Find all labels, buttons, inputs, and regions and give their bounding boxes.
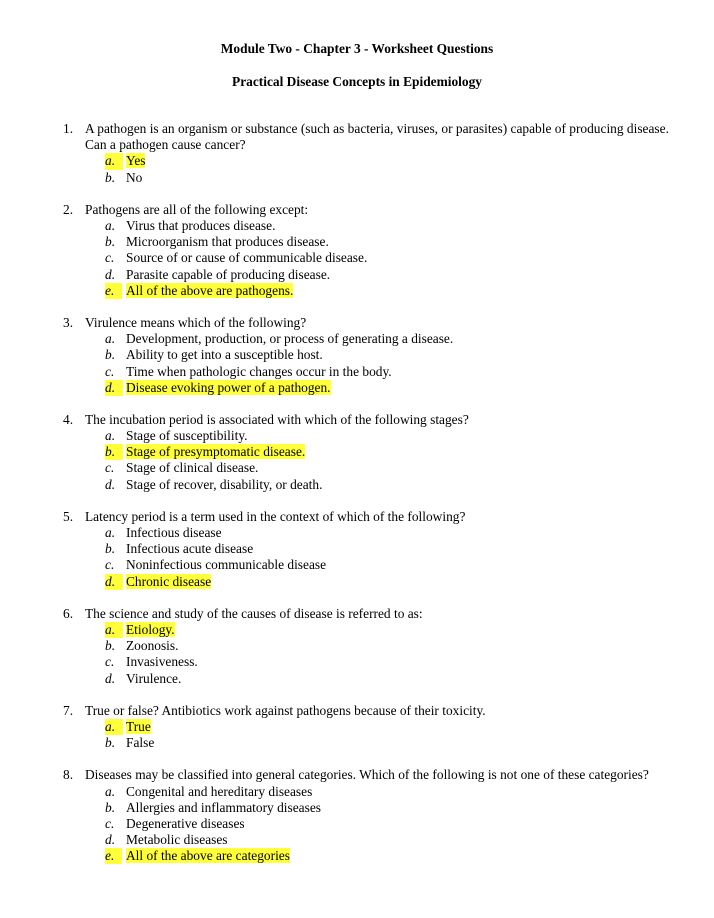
- option-letter: b.: [105, 169, 116, 185]
- question-text: Diseases may be classified into general categories. Which of the following is not one of these categories?: [85, 767, 649, 783]
- answer-option: [0, 784, 714, 800]
- option-letter: d.: [105, 670, 116, 686]
- question-stem: [0, 412, 685, 428]
- option-letter: b.: [105, 799, 116, 815]
- option-letter: c.: [105, 460, 115, 476]
- question-stem: [0, 509, 685, 525]
- option-text: Etiology.: [126, 621, 175, 637]
- answer-option: [0, 541, 714, 557]
- answer-option: [0, 267, 714, 283]
- question-number: 5.: [63, 508, 74, 524]
- option-text: Stage of susceptibility.: [126, 428, 248, 444]
- option-letter: a.: [105, 622, 123, 638]
- answer-option: [0, 331, 714, 347]
- question-number: 3.: [63, 314, 74, 330]
- question-stem: [0, 606, 685, 622]
- question-text: The science and study of the causes of disease is referred to as:: [85, 605, 423, 621]
- option-letter: a.: [105, 217, 116, 233]
- option-letter: a.: [105, 153, 123, 169]
- question-item: [0, 767, 714, 864]
- option-text: Stage of presymptomatic disease.: [126, 444, 306, 460]
- option-letter: d.: [105, 832, 116, 848]
- answer-option: [0, 364, 714, 380]
- option-text: Stage of clinical disease.: [126, 460, 259, 476]
- question-item: [0, 202, 714, 299]
- question-item: [0, 412, 714, 493]
- option-letter: e.: [105, 848, 122, 864]
- answer-option-highlighted: [0, 848, 714, 864]
- option-text: Infectious acute disease: [126, 541, 254, 557]
- option-text: True: [126, 718, 151, 734]
- answer-option: [0, 170, 714, 186]
- answer-option: [0, 347, 714, 363]
- answer-option-highlighted: [0, 574, 714, 590]
- option-text: Noninfectious communicable disease: [126, 557, 327, 573]
- question-list: [0, 121, 714, 880]
- answer-option: [0, 671, 714, 687]
- option-text: Invasiveness.: [126, 654, 198, 670]
- question-item: [0, 509, 714, 590]
- answer-option-highlighted: [0, 380, 714, 396]
- document-title: Module Two - Chapter 3 - Worksheet Questions: [220, 41, 494, 56]
- answer-option: [0, 250, 714, 266]
- option-text: Disease evoking power of a pathogen.: [126, 379, 331, 395]
- answer-option: [0, 735, 714, 751]
- option-text: Metabolic diseases: [126, 832, 228, 848]
- option-letter: d.: [105, 266, 116, 282]
- question-item: [0, 606, 714, 687]
- answer-option: [0, 525, 714, 541]
- document-subtitle: Practical Disease Concepts in Epidemiology: [232, 74, 482, 89]
- option-letter: a.: [105, 719, 123, 735]
- answer-option: [0, 800, 714, 816]
- question-text: A pathogen is an organism or substance (such as bacteria, viruses, or parasites) capable of producing disease. Can a pathogen cause cancer?: [85, 121, 669, 153]
- option-text: Virus that produces disease.: [126, 217, 276, 233]
- option-text: Time when pathologic changes occur in the body.: [126, 363, 392, 379]
- answer-option: [0, 234, 714, 250]
- question-stem: [0, 767, 685, 783]
- answer-option-highlighted: [0, 719, 714, 735]
- answer-option: [0, 557, 714, 573]
- option-letter: a.: [105, 783, 116, 799]
- answer-option: [0, 638, 714, 654]
- option-letter: c.: [105, 250, 115, 266]
- question-number: 8.: [63, 767, 74, 783]
- option-letter: b.: [105, 638, 116, 654]
- question-item: [0, 121, 714, 186]
- answer-option: [0, 477, 714, 493]
- option-text: All of the above are pathogens.: [126, 282, 294, 298]
- option-letter: c.: [105, 654, 115, 670]
- answer-option: [0, 460, 714, 476]
- option-letter: d.: [105, 574, 123, 590]
- answer-option: [0, 816, 714, 832]
- question-text: Pathogens are all of the following except:: [85, 201, 309, 217]
- option-text: Ability to get into a susceptible host.: [126, 347, 323, 363]
- option-text: Congenital and hereditary diseases: [126, 783, 313, 799]
- question-text: True or false? Antibiotics work against pathogens because of their toxicity.: [85, 702, 486, 718]
- question-item: [0, 703, 714, 752]
- option-letter: b.: [105, 735, 116, 751]
- option-letter: c.: [105, 363, 115, 379]
- question-number: 2.: [63, 201, 74, 217]
- question-number: 7.: [63, 702, 74, 718]
- option-letter: b.: [105, 347, 116, 363]
- option-letter: c.: [105, 815, 115, 831]
- answer-option-highlighted: [0, 622, 714, 638]
- question-item: [0, 315, 714, 396]
- option-text: Virulence.: [126, 670, 182, 686]
- option-letter: a.: [105, 428, 116, 444]
- question-text: Virulence means which of the following?: [85, 314, 307, 330]
- question-stem: [0, 202, 685, 218]
- option-text: Microorganism that produces disease.: [126, 234, 329, 250]
- answer-option: [0, 428, 714, 444]
- option-letter: c.: [105, 557, 115, 573]
- option-text: No: [126, 169, 143, 185]
- option-text: Parasite capable of producing disease.: [126, 266, 331, 282]
- option-letter: b.: [105, 541, 116, 557]
- answer-option-highlighted: [0, 283, 714, 299]
- answer-option: [0, 654, 714, 670]
- option-text: Development, production, or process of generating a disease.: [126, 331, 454, 347]
- question-number: 1.: [63, 121, 74, 136]
- answer-option-highlighted: [0, 444, 714, 460]
- option-letter: b.: [105, 444, 123, 460]
- option-text: Source of or cause of communicable disease.: [126, 250, 368, 266]
- question-number: 6.: [63, 605, 74, 621]
- option-text: Zoonosis.: [126, 638, 179, 654]
- question-text: Latency period is a term used in the context of which of the following?: [85, 508, 466, 524]
- option-text: Allergies and inflammatory diseases: [126, 799, 321, 815]
- option-text: All of the above are categories: [126, 848, 290, 864]
- option-letter: d.: [105, 380, 123, 396]
- question-number: 4.: [63, 411, 74, 427]
- option-text: Infectious disease: [126, 525, 222, 541]
- option-letter: b.: [105, 234, 116, 250]
- option-text: Yes: [126, 153, 146, 169]
- option-text: Stage of recover, disability, or death.: [126, 476, 323, 492]
- option-text: False: [126, 735, 155, 751]
- option-text: Chronic disease: [126, 573, 212, 589]
- question-stem: [0, 121, 685, 153]
- option-letter: a.: [105, 331, 116, 347]
- question-stem: [0, 703, 685, 719]
- question-stem: [0, 315, 685, 331]
- question-text: The incubation period is associated with which of the following stages?: [85, 411, 469, 427]
- option-letter: d.: [105, 476, 116, 492]
- option-letter: e.: [105, 283, 122, 299]
- option-letter: a.: [105, 525, 116, 541]
- answer-option-highlighted: [0, 153, 714, 169]
- answer-option: [0, 218, 714, 234]
- answer-option: [0, 832, 714, 848]
- option-text: Degenerative diseases: [126, 815, 245, 831]
